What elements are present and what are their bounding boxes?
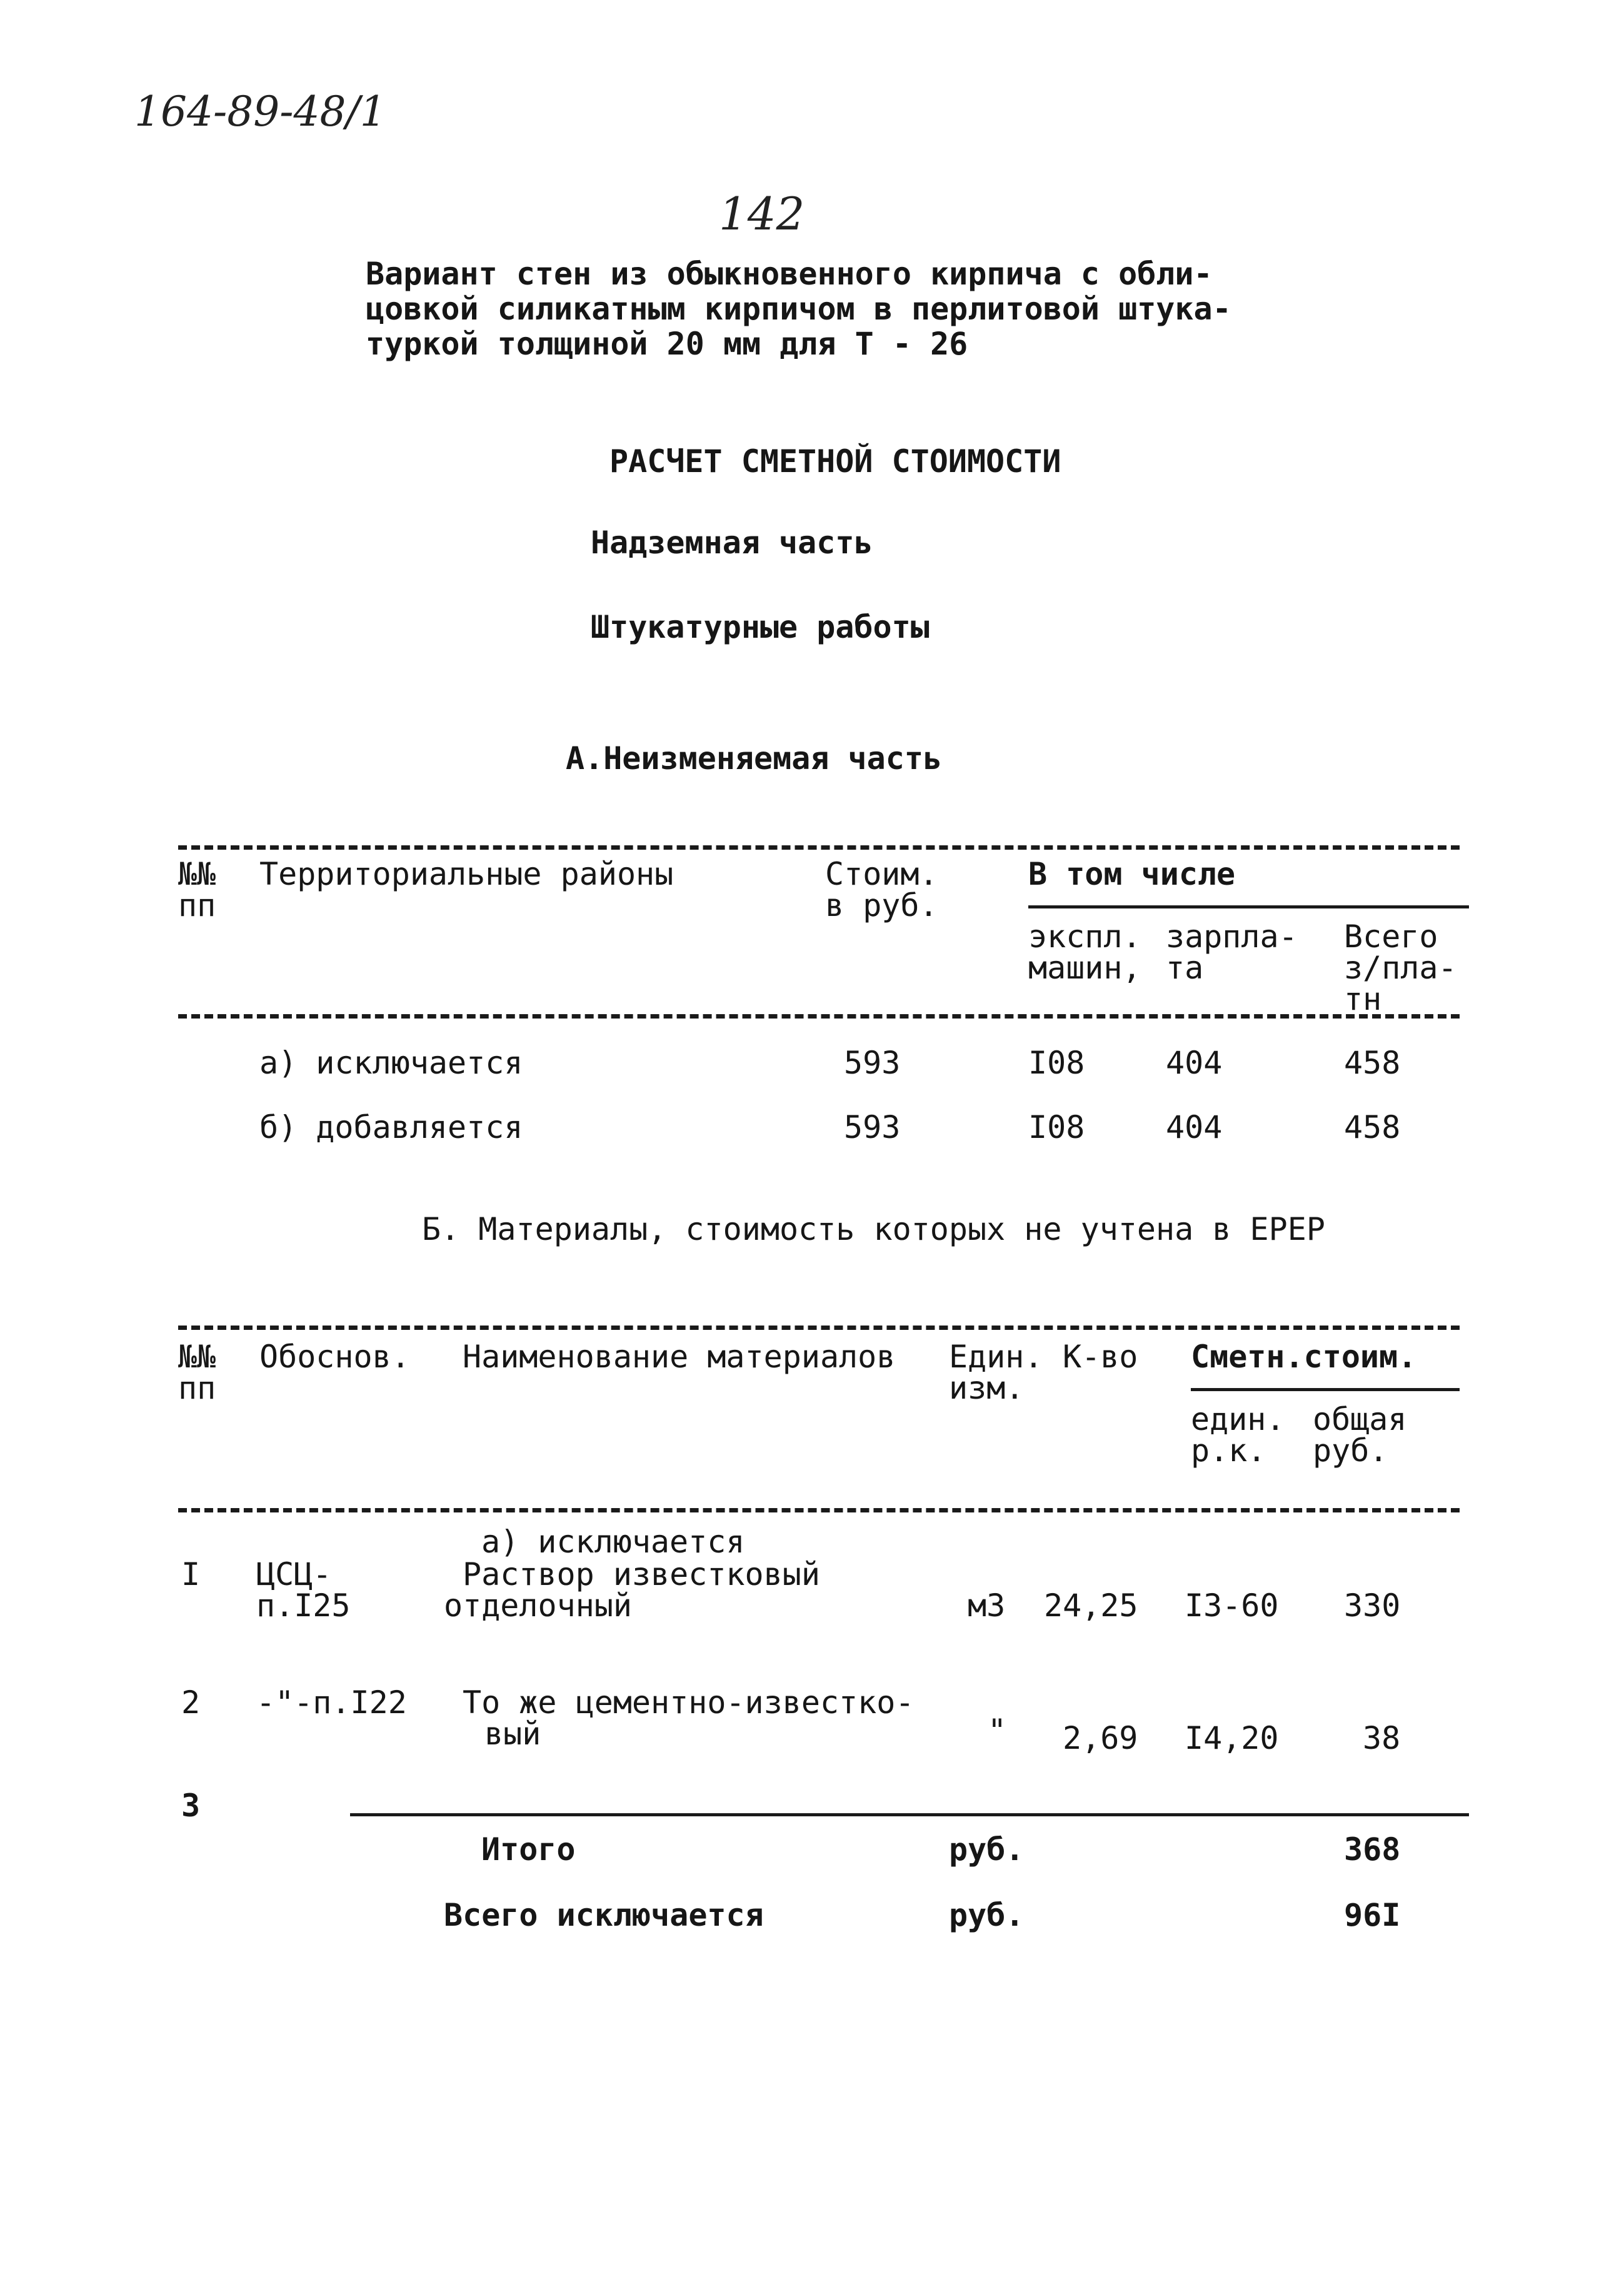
row-quantity: 2,69 [1063,1720,1138,1756]
grand-total-label: Всего исключается [444,1897,764,1933]
table-a-col-regions: Территориальные районы [259,856,674,892]
row-material-name-1: Раствор известковый [463,1556,820,1592]
row-unit-price: I4,20 [1185,1720,1279,1756]
table-b-col-qty: К-во [1063,1339,1138,1375]
table-a-col-cost-1: Стоим. [825,856,938,892]
table-b-row-3-number: 3 [181,1788,201,1824]
table-a-col-including: В том числе [1028,856,1236,892]
table-b-summary-rule [350,1813,1469,1816]
table-b-group-label: а) исключается [481,1524,745,1560]
row-unit: " [988,1713,1007,1749]
table-b-estimated-underline [1191,1388,1460,1391]
table-b-col-unit-2: изм. [949,1370,1025,1406]
document-title: РАСЧЕТ СМЕТНОЙ СТОИМОСТИ [609,443,1061,480]
table-b-col-unit-price-1: един. [1191,1401,1285,1437]
table-b-col-unit-1: Един. [949,1339,1043,1375]
row-total-price: 330 [1344,1587,1401,1624]
table-a-top-rule [178,845,1460,850]
intro-line-2: цовкой силикатным кирпичом в перлитовой штука- [366,291,1231,327]
table-a-header-rule [178,1014,1460,1019]
table-b-col-unit-price-2: р.к. [1191,1432,1266,1469]
table-a-col-machines-2: машин, [1028,950,1141,986]
table-a-col-machines-1: экспл. [1028,918,1141,955]
document-code: 164-89-48/1 [134,88,386,136]
table-b-col-num-1: №№ [178,1339,216,1375]
row-material-name-1: То же цементно-известко- [463,1684,915,1721]
page-number: 142 [719,188,805,240]
row-material-name-2: отделочный [444,1587,633,1624]
row-number: I [181,1556,201,1592]
table-a-col-wage-2: та [1166,950,1204,986]
table-a-including-underline [1028,905,1469,908]
row-basis-2: п.I25 [256,1587,351,1624]
subtitle-above-ground: Надземная часть [591,525,873,561]
row-machines: I08 [1028,1045,1085,1081]
table-a-col-total-2: з/пла- [1344,950,1457,986]
row-cost: 593 [844,1045,901,1081]
row-basis-1: ЦСЦ- [256,1556,332,1592]
row-label: а) исключается [259,1045,523,1081]
intro-line-1: Вариант стен из обыкновенного кирпича с обли- [366,256,1213,292]
row-cost: 593 [844,1109,901,1145]
intro-line-3: туркой толщиной 20 мм для Т - 26 [366,326,968,362]
table-a-col-total-3: тн [1344,981,1382,1017]
table-b-col-num-2: пп [178,1370,216,1406]
subtitle-plaster-works: Штукатурные работы [591,609,930,645]
subtotal-value: 368 [1344,1831,1401,1868]
section-a-heading: А.Неизменяемая часть [566,740,943,777]
grand-total-value: 96I [1344,1897,1401,1933]
row-unit: м3 [968,1587,1006,1624]
table-a-col-wage-1: зарпла- [1166,918,1298,955]
table-b-col-estimated: Сметн.стоим. [1191,1339,1417,1375]
table-b-header-rule [178,1508,1460,1512]
row-material-name-2: вый [484,1716,541,1752]
row-total-price: 38 [1363,1720,1401,1756]
row-unit-price: I3-60 [1185,1587,1279,1624]
table-b-col-total-price-2: руб. [1313,1432,1388,1469]
row-wage: 404 [1166,1109,1223,1145]
table-b-col-basis: Обоснов. [259,1339,410,1375]
row-basis-1: -"-п.I22 [256,1684,407,1721]
row-number: 2 [181,1684,201,1721]
grand-total-unit: руб. [949,1897,1025,1933]
row-total: 458 [1344,1109,1401,1145]
row-quantity: 24,25 [1044,1587,1138,1624]
row-total: 458 [1344,1045,1401,1081]
row-machines: I08 [1028,1109,1085,1145]
table-a-col-cost-2: в руб. [825,887,938,923]
subtotal-unit: руб. [949,1831,1025,1868]
table-a-col-num-1: №№ [178,856,216,892]
table-a-col-num-2: пп [178,887,216,923]
table-b-col-total-price-1: общая [1313,1401,1407,1437]
subtotal-label: Итого [481,1831,576,1868]
row-wage: 404 [1166,1045,1223,1081]
table-a-col-total-1: Всего [1344,918,1438,955]
table-b-col-name: Наименование материалов [463,1339,896,1375]
table-b-top-rule [178,1326,1460,1330]
section-b-heading: Б. Материалы, стоимость которых не учтена в ЕРЕР [422,1211,1325,1247]
row-label: б) добавляется [259,1109,523,1145]
